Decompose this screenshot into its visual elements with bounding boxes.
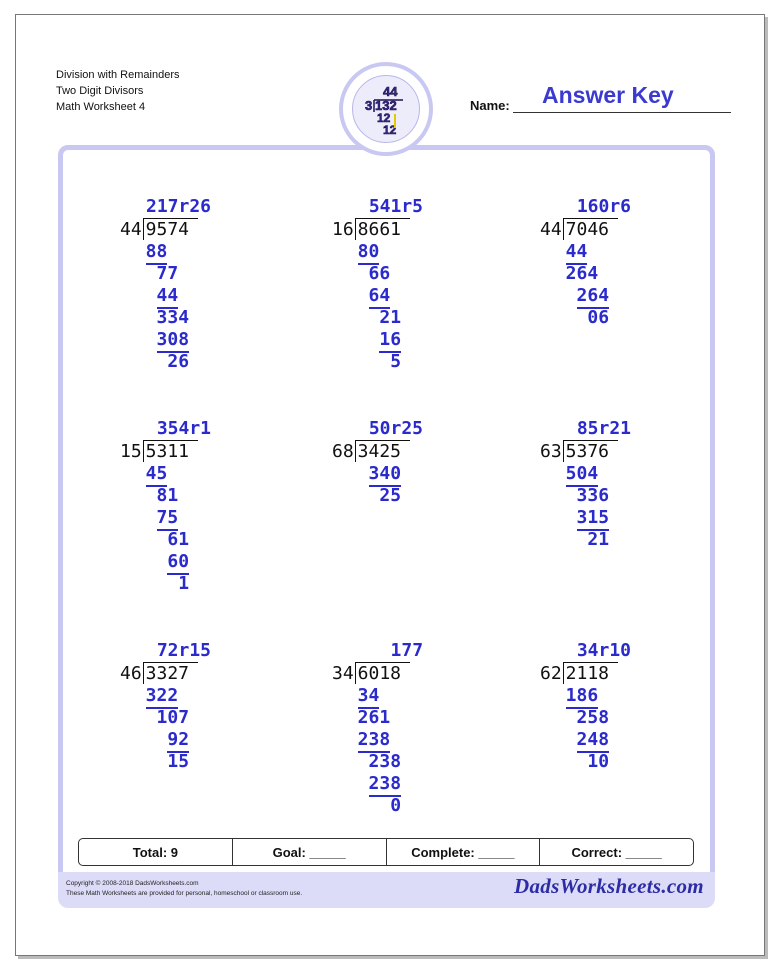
long-division-icon — [353, 76, 419, 142]
subtraction-product: 504 — [566, 463, 599, 487]
divisor: 34 — [332, 663, 354, 684]
dividend: 7046 — [565, 219, 610, 240]
divisor: 44 — [120, 219, 142, 240]
subtraction-product: 34 — [358, 685, 380, 709]
quotient: 217r26 — [146, 196, 212, 217]
partial-remainder: 261 — [357, 707, 391, 728]
dividend: 8661 — [357, 219, 402, 240]
dividend: 3425 — [357, 441, 402, 462]
goal-cell[interactable]: Goal: _____ — [233, 839, 387, 865]
subtraction-product: 75 — [157, 507, 179, 531]
copyright-line-1: Copyright © 2008-2018 DadsWorksheets.com — [66, 880, 199, 887]
partial-remainder: 334 — [156, 307, 190, 328]
svg-text:44: 44 — [383, 84, 398, 99]
subtraction-product: 322 — [146, 685, 179, 709]
partial-remainder: 21 — [587, 529, 610, 550]
division-bracket — [355, 440, 356, 462]
dividend: 2118 — [565, 663, 610, 684]
quotient: 160r6 — [576, 196, 632, 217]
svg-text:132: 132 — [375, 98, 397, 113]
partial-remainder: 0 — [390, 795, 402, 816]
partial-remainder: 81 — [156, 485, 179, 506]
dividend: 6018 — [357, 663, 402, 684]
subtraction-product: 238 — [358, 729, 391, 753]
dividend: 5311 — [145, 441, 190, 462]
division-bracket — [143, 662, 144, 684]
quotient: 354r1 — [156, 418, 212, 439]
divisor: 63 — [540, 441, 562, 462]
svg-text:12: 12 — [383, 123, 397, 137]
partial-remainder: 264 — [565, 263, 599, 284]
subtraction-product: 264 — [577, 285, 610, 309]
correct-cell[interactable]: Correct: _____ — [571, 844, 662, 860]
svg-text:3: 3 — [365, 98, 373, 113]
header-title-line-3: Math Worksheet 4 — [56, 101, 146, 113]
partial-remainder: 21 — [379, 307, 402, 328]
name-field-line[interactable] — [513, 112, 731, 113]
quotient: 72r15 — [156, 640, 212, 661]
quotient: 541r5 — [368, 196, 424, 217]
copyright-text — [66, 879, 302, 899]
divisor: 44 — [540, 219, 562, 240]
svg-text:12: 12 — [377, 111, 391, 125]
partial-remainder: 336 — [576, 485, 610, 506]
partial-remainder: 15 — [167, 751, 190, 772]
divisor: 15 — [120, 441, 142, 462]
subtraction-product: 248 — [577, 729, 610, 753]
subtraction-product: 44 — [157, 285, 179, 309]
quotient: 85r21 — [576, 418, 632, 439]
subtraction-product: 308 — [157, 329, 190, 353]
division-bracket — [563, 440, 564, 462]
division-bracket — [563, 218, 564, 240]
partial-remainder: 10 — [587, 751, 610, 772]
partial-remainder: 66 — [368, 263, 391, 284]
partial-remainder: 5 — [390, 351, 402, 372]
logo-badge-icon — [352, 75, 420, 143]
complete-cell[interactable]: Complete: _____ — [387, 839, 541, 865]
division-bracket — [143, 218, 144, 240]
subtraction-product: 60 — [167, 551, 189, 575]
partial-remainder: 26 — [167, 351, 190, 372]
subtraction-product: 16 — [379, 329, 401, 353]
partial-remainder: 77 — [156, 263, 179, 284]
answer-key-title: Answer Key — [542, 82, 674, 108]
subtraction-product: 92 — [167, 729, 189, 753]
worksheet-logo — [339, 62, 433, 156]
quotient: 50r25 — [368, 418, 424, 439]
dividend: 5376 — [565, 441, 610, 462]
quotient: 177 — [390, 640, 424, 661]
divisor: 16 — [332, 219, 354, 240]
divisor: 68 — [332, 441, 354, 462]
partial-remainder: 258 — [576, 707, 610, 728]
divisor: 46 — [120, 663, 142, 684]
copyright-line-2: These Math Worksheets are provided for personal, homeschool or classroom use. — [66, 890, 303, 897]
subtraction-product: 88 — [146, 241, 168, 265]
partial-remainder: 25 — [379, 485, 402, 506]
partial-remainder: 238 — [368, 751, 402, 772]
brand-logo: DadsWorksheets.com — [514, 874, 704, 898]
quotient: 34r10 — [576, 640, 632, 661]
header-title-line-2: Two Digit Divisors — [56, 85, 144, 97]
partial-remainder: 107 — [156, 707, 190, 728]
subtraction-product: 186 — [566, 685, 599, 709]
division-bracket — [563, 662, 564, 684]
subtraction-product: 80 — [358, 241, 380, 265]
subtraction-product: 340 — [369, 463, 402, 487]
division-bracket — [143, 440, 144, 462]
subtraction-product: 238 — [369, 773, 402, 797]
divisor: 62 — [540, 663, 562, 684]
subtraction-product: 315 — [577, 507, 610, 531]
name-label: Name: — [470, 98, 510, 113]
total-cell: Total: 9 — [79, 839, 233, 865]
score-table — [78, 838, 694, 866]
subtraction-product: 44 — [566, 241, 588, 265]
dividend: 9574 — [145, 219, 190, 240]
subtraction-product: 45 — [146, 463, 168, 487]
partial-remainder: 1 — [178, 573, 190, 594]
division-bracket — [355, 218, 356, 240]
partial-remainder: 61 — [167, 529, 190, 550]
division-bracket — [355, 662, 356, 684]
dividend: 3327 — [145, 663, 190, 684]
header-title-line-1: Division with Remainders — [56, 69, 180, 81]
partial-remainder: 06 — [587, 307, 610, 328]
subtraction-product: 64 — [369, 285, 391, 309]
